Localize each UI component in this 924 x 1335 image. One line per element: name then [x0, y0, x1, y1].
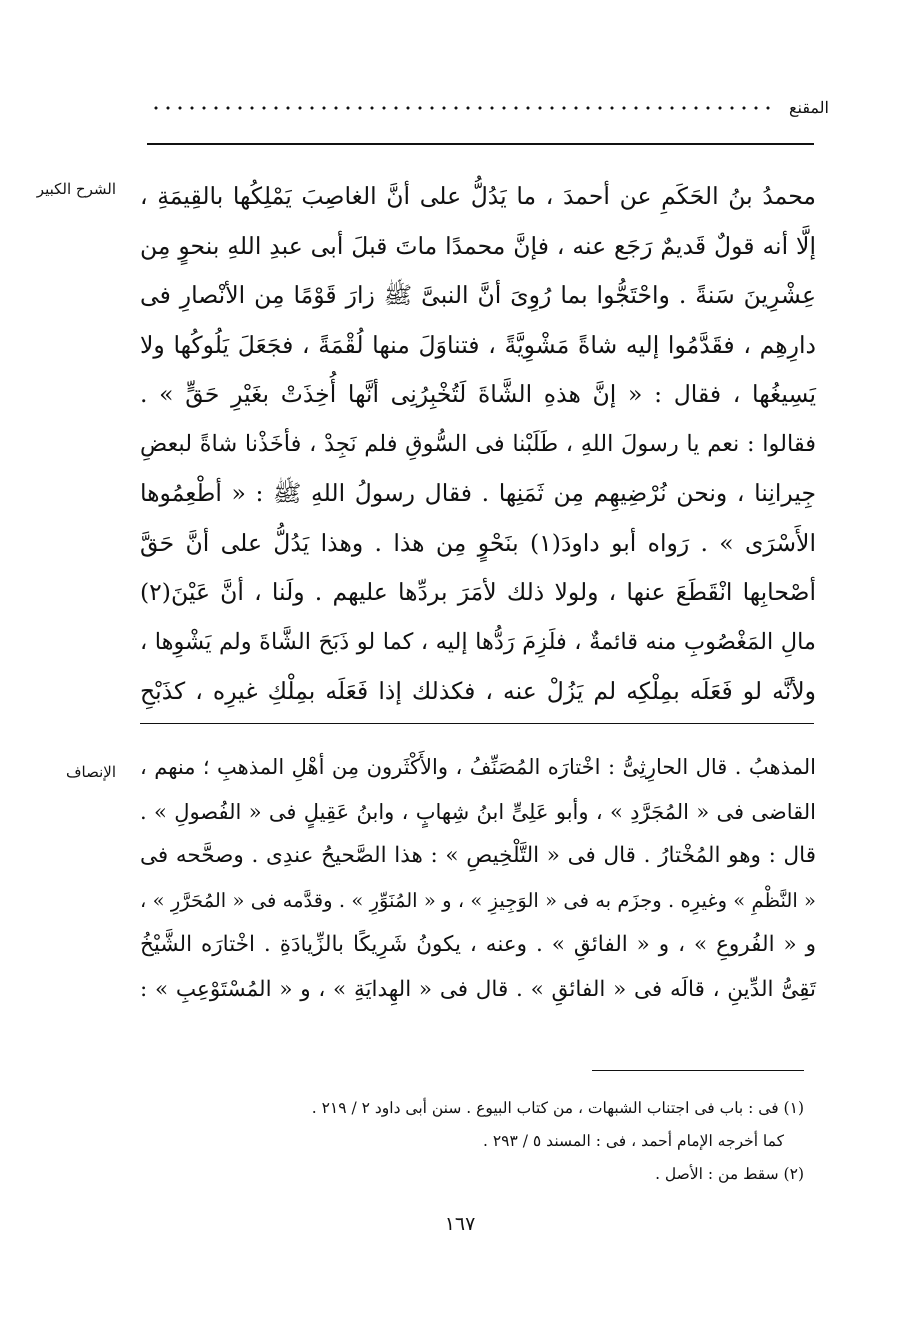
- text-line: فقالوا : نعم يا رسولَ اللهِ ، طَلَبْنا فى السُّوقِ فلم نَجِدْ ، فأخَذْنا شاةً لبعضِ: [140, 430, 816, 457]
- text-line: مالِ المَغْصُوبِ منه قائمةٌ ، فلَزِمَ رَدُّها إليه ، كما لو ذَبَحَ الشَّاةَ ولم يَشْوِها ،: [140, 628, 816, 655]
- text-line: عِشْرِينَ سَنةً . واحْتَجُّوا بما رُوِىَ أنَّ النبىَّ ﷺ زارَ قَوْمًا مِن الأنْصارِ فى: [140, 281, 816, 309]
- text-line: القاضى فى « المُجَرَّدِ » ، وأبو عَلِىٍّ ابنُ شِهابٍ ، وابنُ عَقِيلٍ فى « الفُصولِ » .: [140, 799, 816, 824]
- text-line: أصْحابِها انْقَطَعَ عنها ، ولولا ذلك لأمَرَ بردِّها عليهم . ولَنا ، أنَّ عَيْنَ(٢): [140, 578, 816, 606]
- text-line: محمدُ بنُ الحَكَمِ عن أحمدَ ، ما يَدُلُّ على أنَّ الغاصِبَ يَمْلِكُها بالقِيمَةِ ،: [140, 182, 816, 210]
- text-line: « النَّظْمِ » وغيرِه . وجزَم به فى « الوَجِيزِ » ، و « المُنَوِّرِ » . وقدَّمه فى « المُحَرَّرِ » ،: [140, 888, 816, 912]
- footnote-continuation: كما أخرجه الإمام أحمد ، فى : المسند ٥ / ٢٩٣ .: [483, 1132, 784, 1150]
- text-line: إلَّا أنه قولٌ قَديمٌ رَجَع عنه ، فإنَّ محمدًا ماتَ قبلَ أبى عبدِ اللهِ بنحوٍ مِن: [140, 231, 816, 260]
- footnotes: [312, 1092, 804, 1191]
- running-head-title: المقنع: [788, 98, 829, 117]
- text-line: قال : وهو المُخْتارُ . قال فى « التَّلْخِيصِ » : هذا الصَّحيحُ عندِى . وصحَّحه فى: [140, 843, 816, 868]
- text-line: المذهبُ . قال الحارِثِىُّ : اخْتارَه المُصَنِّفُ ، والأَكْثَرون مِن أهْلِ المذهبِ ؛ منهم ،: [140, 755, 816, 779]
- text-line: تَقِىُّ الدِّينِ ، قالَه فى « الفائقِ » . قال فى « الهِدايَةِ » ، و « المُسْتَوْعِبِ » :: [140, 976, 816, 1002]
- text-line: ولأنَّه لو فَعَلَه بمِلْكِه لم يَزُلْ عنه ، فكذلك إذا فَعَلَه بمِلْكِ غيرِه ، كذَبْحِ: [140, 677, 816, 705]
- text-line: و « الفُروعِ » ، و « الفائقِ » . وعنه ، يكونُ شَرِيكًا بالزِّيادَةِ . اخْتارَه الشَّيْخُ: [140, 932, 816, 957]
- running-head: [150, 98, 829, 117]
- side-label-insaf: الإنصاف: [65, 763, 116, 781]
- header-rule: [147, 143, 814, 145]
- text-line: يَسِيغُها ، فقال : « إنَّ هذهِ الشَّاةَ لَتُخْبِرُنِى أنَّها أُخِذَتْ بغَيْرِ حَقٍّ » .: [140, 380, 816, 408]
- footnote: (٢) سقط من : الأصل .: [655, 1165, 804, 1183]
- footnote-rule: [592, 1070, 804, 1071]
- text-line: دارِهِم ، فقَدَّمُوا إليه شاةً مَشْوِيَّةً ، فتناوَلَ منها لُقْمَةً ، فجَعَلَ يَلُوكُها ولا: [140, 330, 816, 359]
- text-line: الأَسْرَى » . رَواه أبو داودَ(١) بنَحْوٍ مِن هذا . وهذا يَدُلُّ على أنَّ حَقَّ: [140, 528, 816, 557]
- insaf-text-block: [140, 745, 816, 1012]
- footnote: (١) فى : باب فى اجتناب الشبهات ، من كتاب البيوع . سنن أبى داود ٢ / ٢١٩ .: [311, 1099, 804, 1117]
- section-divider: [140, 723, 814, 724]
- page-number: ١٦٧: [444, 1213, 476, 1235]
- side-label-sharh: الشرح الكبير: [36, 180, 116, 198]
- text-line: جِيرانِنا ، ونحن نُرْضِيهِم مِن ثَمَنِها . فقال رسولُ اللهِ ﷺ : « أطْعِمُوها: [140, 479, 816, 507]
- sharh-text-block: [140, 172, 816, 717]
- dotted-leader: [150, 104, 771, 112]
